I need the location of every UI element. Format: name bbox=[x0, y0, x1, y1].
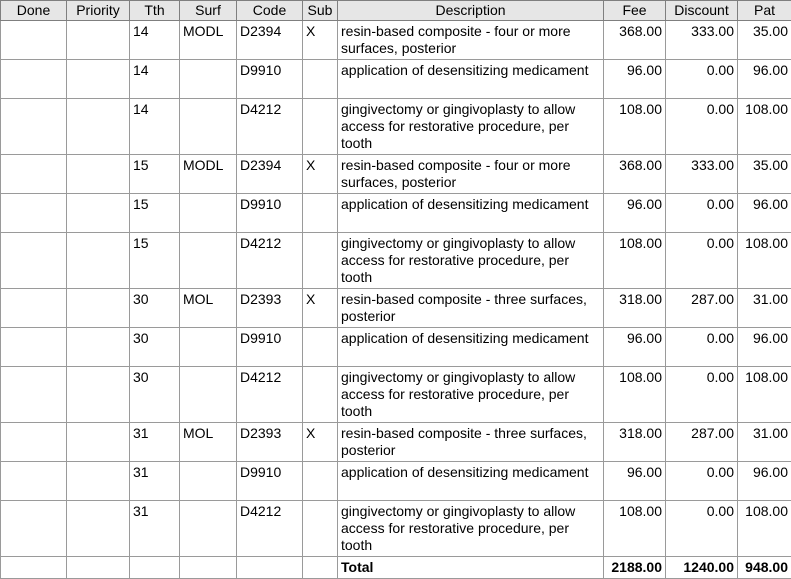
cell-sub[interactable]: X bbox=[303, 423, 338, 462]
table-row[interactable] bbox=[1, 367, 791, 423]
cell-tth[interactable]: 31 bbox=[130, 462, 180, 501]
table-row[interactable] bbox=[1, 21, 791, 60]
cell-priority[interactable] bbox=[67, 289, 130, 328]
cell-fee[interactable]: 96.00 bbox=[604, 462, 666, 501]
cell-code[interactable]: D9910 bbox=[237, 462, 303, 501]
cell-description[interactable]: application of desensitizing medicament bbox=[338, 462, 604, 501]
column-header-description[interactable]: Description bbox=[338, 1, 604, 21]
cell-done[interactable] bbox=[1, 462, 67, 501]
column-header-sub[interactable]: Sub bbox=[303, 1, 338, 21]
column-header-pat[interactable]: Pat bbox=[738, 1, 791, 21]
cell-discount[interactable]: 0.00 bbox=[666, 60, 738, 99]
cell-done[interactable] bbox=[1, 155, 67, 194]
cell-description[interactable]: gingivectomy or gingivoplasty to allow access for restorative procedure, per tooth bbox=[338, 501, 604, 557]
cell-description[interactable]: application of desensitizing medicament bbox=[338, 194, 604, 233]
cell-tth[interactable]: 15 bbox=[130, 194, 180, 233]
cell-discount[interactable]: 333.00 bbox=[666, 21, 738, 60]
cell-fee[interactable]: 368.00 bbox=[604, 155, 666, 194]
cell-description[interactable]: gingivectomy or gingivoplasty to allow access for restorative procedure, per tooth bbox=[338, 99, 604, 155]
total-pat: 948.00 bbox=[738, 557, 791, 579]
cell-tth[interactable]: 30 bbox=[130, 289, 180, 328]
cell-discount[interactable]: 333.00 bbox=[666, 155, 738, 194]
cell-description[interactable]: gingivectomy or gingivoplasty to allow access for restorative procedure, per tooth bbox=[338, 233, 604, 289]
cell-tth[interactable]: 30 bbox=[130, 328, 180, 367]
cell-sub[interactable] bbox=[303, 462, 338, 501]
cell-pat[interactable]: 108.00 bbox=[738, 367, 791, 423]
cell-surf[interactable]: MOL bbox=[180, 289, 237, 328]
cell-done[interactable] bbox=[1, 99, 67, 155]
cell-priority[interactable] bbox=[67, 233, 130, 289]
table-row[interactable] bbox=[1, 194, 791, 233]
cell-code[interactable]: D9910 bbox=[237, 60, 303, 99]
cell-description[interactable]: application of desensitizing medicament bbox=[338, 328, 604, 367]
cell-priority[interactable] bbox=[67, 462, 130, 501]
cell-priority[interactable] bbox=[67, 60, 130, 99]
table-row[interactable] bbox=[1, 155, 791, 194]
cell-discount[interactable]: 0.00 bbox=[666, 328, 738, 367]
cell-surf[interactable]: MODL bbox=[180, 21, 237, 60]
table-row[interactable] bbox=[1, 423, 791, 462]
cell-pat[interactable]: 96.00 bbox=[738, 194, 791, 233]
cell-code[interactable]: D4212 bbox=[237, 233, 303, 289]
cell-discount[interactable]: 0.00 bbox=[666, 233, 738, 289]
cell-surf[interactable] bbox=[180, 367, 237, 423]
cell-code[interactable]: D4212 bbox=[237, 99, 303, 155]
cell-pat[interactable]: 35.00 bbox=[738, 155, 791, 194]
cell-pat[interactable]: 96.00 bbox=[738, 328, 791, 367]
table-row[interactable] bbox=[1, 501, 791, 557]
cell-sub[interactable] bbox=[303, 60, 338, 99]
cell-tth[interactable]: 14 bbox=[130, 60, 180, 99]
table-row[interactable] bbox=[1, 60, 791, 99]
cell-tth[interactable]: 14 bbox=[130, 21, 180, 60]
cell-pat[interactable]: 35.00 bbox=[738, 21, 791, 60]
cell-sub[interactable]: X bbox=[303, 289, 338, 328]
cell-description[interactable]: resin-based composite - three surfaces, posterior bbox=[338, 423, 604, 462]
cell-priority[interactable] bbox=[67, 99, 130, 155]
cell-code[interactable]: D9910 bbox=[237, 194, 303, 233]
cell-discount[interactable]: 0.00 bbox=[666, 501, 738, 557]
column-header-code[interactable]: Code bbox=[237, 1, 303, 21]
cell-surf[interactable] bbox=[180, 233, 237, 289]
cell-discount[interactable]: 0.00 bbox=[666, 462, 738, 501]
cell-surf[interactable]: MODL bbox=[180, 155, 237, 194]
cell-fee[interactable]: 96.00 bbox=[604, 194, 666, 233]
column-header-surf[interactable]: Surf bbox=[180, 1, 237, 21]
cell-tth[interactable]: 14 bbox=[130, 99, 180, 155]
cell-priority[interactable] bbox=[67, 155, 130, 194]
cell-code[interactable]: D2394 bbox=[237, 155, 303, 194]
cell-done[interactable] bbox=[1, 367, 67, 423]
cell-priority[interactable] bbox=[67, 21, 130, 60]
cell-pat[interactable]: 108.00 bbox=[738, 99, 791, 155]
table-row[interactable] bbox=[1, 233, 791, 289]
cell-sub[interactable] bbox=[303, 328, 338, 367]
cell-fee[interactable]: 108.00 bbox=[604, 99, 666, 155]
cell-sub[interactable] bbox=[303, 233, 338, 289]
cell-done[interactable] bbox=[1, 289, 67, 328]
table-row[interactable] bbox=[1, 462, 791, 501]
cell-surf[interactable] bbox=[180, 462, 237, 501]
header-row bbox=[1, 1, 791, 21]
cell-pat[interactable]: 31.00 bbox=[738, 289, 791, 328]
cell-done[interactable] bbox=[1, 423, 67, 462]
column-header-done[interactable]: Done bbox=[1, 1, 67, 21]
cell-code[interactable]: D2393 bbox=[237, 289, 303, 328]
total-cell-code bbox=[237, 557, 303, 579]
cell-done[interactable] bbox=[1, 328, 67, 367]
cell-discount[interactable]: 287.00 bbox=[666, 289, 738, 328]
table-row[interactable] bbox=[1, 99, 791, 155]
cell-description[interactable]: resin-based composite - four or more surfaces, posterior bbox=[338, 155, 604, 194]
cell-priority[interactable] bbox=[67, 501, 130, 557]
cell-done[interactable] bbox=[1, 21, 67, 60]
cell-surf[interactable] bbox=[180, 99, 237, 155]
cell-fee[interactable]: 108.00 bbox=[604, 233, 666, 289]
cell-surf[interactable] bbox=[180, 501, 237, 557]
cell-code[interactable]: D4212 bbox=[237, 501, 303, 557]
cell-priority[interactable] bbox=[67, 423, 130, 462]
cell-sub[interactable] bbox=[303, 367, 338, 423]
cell-tth[interactable]: 15 bbox=[130, 155, 180, 194]
cell-pat[interactable]: 96.00 bbox=[738, 462, 791, 501]
column-header-discount[interactable]: Discount bbox=[666, 1, 738, 21]
cell-description[interactable]: application of desensitizing medicament bbox=[338, 60, 604, 99]
cell-priority[interactable] bbox=[67, 367, 130, 423]
cell-code[interactable]: D2393 bbox=[237, 423, 303, 462]
cell-tth[interactable]: 31 bbox=[130, 423, 180, 462]
cell-code[interactable]: D2394 bbox=[237, 21, 303, 60]
table-row[interactable] bbox=[1, 328, 791, 367]
cell-sub[interactable]: X bbox=[303, 155, 338, 194]
cell-fee[interactable]: 96.00 bbox=[604, 60, 666, 99]
cell-tth[interactable]: 15 bbox=[130, 233, 180, 289]
cell-fee[interactable]: 108.00 bbox=[604, 501, 666, 557]
column-header-tth[interactable]: Tth bbox=[130, 1, 180, 21]
total-row bbox=[1, 557, 791, 579]
column-header-fee[interactable]: Fee bbox=[604, 1, 666, 21]
cell-discount[interactable]: 0.00 bbox=[666, 367, 738, 423]
cell-priority[interactable] bbox=[67, 194, 130, 233]
total-cell-priority bbox=[67, 557, 130, 579]
cell-description[interactable]: resin-based composite - four or more surfaces, posterior bbox=[338, 21, 604, 60]
cell-fee[interactable]: 96.00 bbox=[604, 328, 666, 367]
total-cell-done bbox=[1, 557, 67, 579]
cell-done[interactable] bbox=[1, 194, 67, 233]
cell-discount[interactable]: 0.00 bbox=[666, 194, 738, 233]
total-label: Total bbox=[338, 557, 604, 579]
total-cell-sub bbox=[303, 557, 338, 579]
cell-done[interactable] bbox=[1, 60, 67, 99]
cell-sub[interactable] bbox=[303, 194, 338, 233]
cell-fee[interactable]: 318.00 bbox=[604, 423, 666, 462]
cell-code[interactable]: D9910 bbox=[237, 328, 303, 367]
cell-sub[interactable] bbox=[303, 501, 338, 557]
cell-surf[interactable] bbox=[180, 328, 237, 367]
cell-surf[interactable] bbox=[180, 194, 237, 233]
cell-discount[interactable]: 287.00 bbox=[666, 423, 738, 462]
cell-pat[interactable]: 108.00 bbox=[738, 233, 791, 289]
cell-sub[interactable]: X bbox=[303, 21, 338, 60]
total-fee: 2188.00 bbox=[604, 557, 666, 579]
cell-discount[interactable]: 0.00 bbox=[666, 99, 738, 155]
table-row[interactable] bbox=[1, 289, 791, 328]
cell-priority[interactable] bbox=[67, 328, 130, 367]
cell-fee[interactable]: 108.00 bbox=[604, 367, 666, 423]
cell-code[interactable]: D4212 bbox=[237, 367, 303, 423]
total-cell-surf bbox=[180, 557, 237, 579]
cell-description[interactable]: resin-based composite - three surfaces, posterior bbox=[338, 289, 604, 328]
cell-fee[interactable]: 318.00 bbox=[604, 289, 666, 328]
cell-done[interactable] bbox=[1, 233, 67, 289]
cell-pat[interactable]: 108.00 bbox=[738, 501, 791, 557]
cell-pat[interactable]: 31.00 bbox=[738, 423, 791, 462]
total-discount: 1240.00 bbox=[666, 557, 738, 579]
cell-tth[interactable]: 31 bbox=[130, 501, 180, 557]
cell-pat[interactable]: 96.00 bbox=[738, 60, 791, 99]
cell-sub[interactable] bbox=[303, 99, 338, 155]
column-header-priority[interactable]: Priority bbox=[67, 1, 130, 21]
cell-surf[interactable]: MOL bbox=[180, 423, 237, 462]
cell-fee[interactable]: 368.00 bbox=[604, 21, 666, 60]
total-cell-tth bbox=[130, 557, 180, 579]
cell-tth[interactable]: 30 bbox=[130, 367, 180, 423]
cell-done[interactable] bbox=[1, 501, 67, 557]
cell-surf[interactable] bbox=[180, 60, 237, 99]
cell-description[interactable]: gingivectomy or gingivoplasty to allow access for restorative procedure, per tooth bbox=[338, 367, 604, 423]
